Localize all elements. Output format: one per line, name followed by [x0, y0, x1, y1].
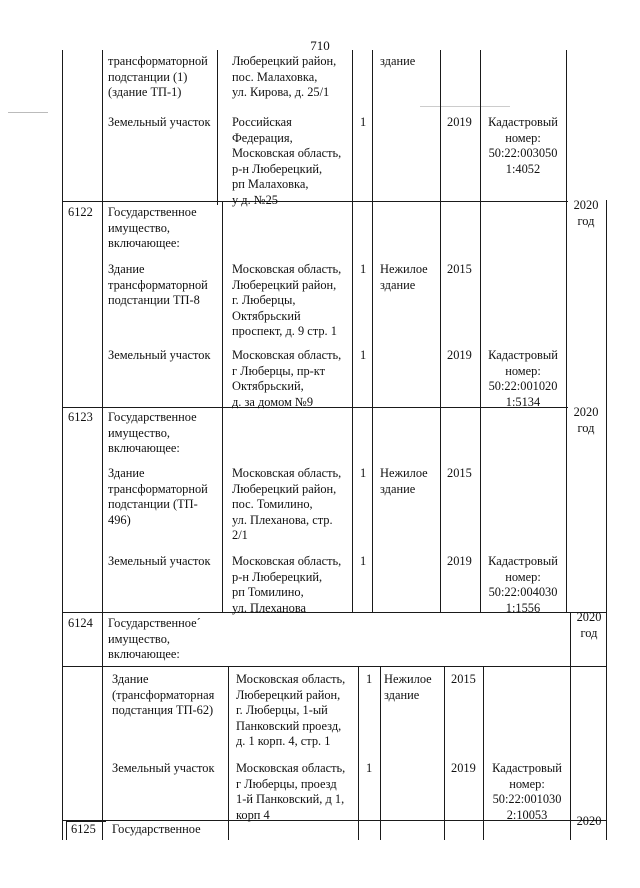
item-address: Российская Федерация, Московская область, р-н Люберецкий, рп Малаховка, у д. №25 — [232, 115, 342, 207]
item-address: Московская область, Люберецкий район, пос. Томилино, ул. Плеханова, стр. 2/1 — [232, 466, 342, 543]
item-note: Кадастровый номер: 50:22:003050 1:4052 — [488, 115, 558, 176]
item-name: Земельный участок — [108, 115, 211, 129]
scan-mark — [420, 106, 510, 107]
col-border — [358, 666, 359, 840]
row-divider — [62, 666, 606, 667]
col-border — [566, 50, 567, 612]
item-address: Московская область, Люберецкий район, г. Люберцы, Октябрьский проспект, д. 9 стр. 1 — [232, 262, 342, 339]
col-border — [570, 612, 571, 840]
item-year: 2019 — [447, 115, 472, 129]
item-type: Нежилое здание — [384, 672, 432, 702]
scan-mark — [8, 112, 48, 113]
col-border — [444, 666, 445, 840]
section-title: Государственное´ имущество, включающее: — [108, 616, 201, 662]
item-name: Здание (трансформаторная подстанция ТП-62) — [112, 672, 215, 718]
item-qty: 1 — [360, 348, 367, 362]
number-box-side — [66, 821, 67, 840]
item-name: Земельный участок — [112, 761, 215, 775]
col-border — [217, 50, 218, 205]
item-year: 2015 — [447, 466, 472, 480]
item-address: Люберецкий район, пос. Малаховка, ул. Кирова, д. 25/1 — [232, 54, 337, 100]
item-address: Московская область, г Люберцы, пр-кт Октябрьский, д. за домом №9 — [232, 348, 342, 409]
section-number: 6123 — [68, 410, 93, 424]
item-qty: 1 — [360, 262, 367, 276]
item-year: 2019 — [447, 348, 472, 362]
item-year: 2015 — [451, 672, 476, 686]
col-border — [222, 201, 223, 612]
col-border — [440, 50, 441, 612]
item-note: Кадастровый номер: 50:22:004030 1:1556 — [488, 554, 558, 615]
col-border — [380, 666, 381, 840]
item-qty: 1 — [360, 115, 367, 129]
item-address: Московская область, г Люберцы, проезд 1-й Панковский, д 1, корп 4 — [236, 761, 346, 822]
item-address: Московская область, р-н Люберецкий, рп Томилино, ул. Плеханова — [232, 554, 342, 615]
section-number: 6125 — [71, 822, 96, 836]
col-border — [62, 50, 63, 840]
item-year: 2019 — [451, 761, 476, 775]
section-year: 2020 год — [576, 610, 602, 640]
item-type: Нежилое здание — [380, 262, 428, 292]
item-type: здание — [380, 54, 416, 68]
col-border — [102, 50, 103, 840]
col-border — [352, 50, 353, 612]
section-number: 6124 — [68, 616, 93, 630]
item-qty: 1 — [366, 761, 373, 775]
item-type: Нежилое здание — [380, 466, 428, 496]
item-qty: 1 — [360, 466, 367, 480]
item-address: Московская область, Люберецкий район, г. Люберцы, 1-ый Панковский проезд, д. 1 корп. 4, стр. 1 — [236, 672, 346, 749]
section-year: 2020 — [576, 814, 602, 828]
item-note: Кадастровый номер: 50:22:001030 2:10053 — [492, 761, 562, 822]
col-border — [606, 200, 607, 840]
col-border — [372, 50, 373, 612]
item-qty: 1 — [360, 554, 367, 568]
item-name: Здание трансформаторной подстанции (ТП- 496) — [108, 466, 208, 527]
section-title: Государственное имущество, включающее: — [108, 205, 197, 251]
section-title: Государственное — [112, 822, 201, 836]
item-year: 2019 — [447, 554, 472, 568]
section-year: 2020 год — [573, 405, 599, 435]
col-border — [228, 666, 229, 840]
item-note: Кадастровый номер: 50:22:001020 1:5134 — [488, 348, 558, 409]
page-number: 710 — [310, 38, 330, 53]
section-number: 6122 — [68, 205, 93, 219]
item-name: трансформаторной подстанции (1) (здание ТП-1) — [108, 54, 208, 100]
section-title: Государственное имущество, включающее: — [108, 410, 197, 456]
item-name: Здание трансформаторной подстанции ТП-8 — [108, 262, 208, 308]
item-qty: 1 — [366, 672, 373, 686]
item-name: Земельный участок — [108, 348, 211, 362]
section-year: 2020 год — [573, 198, 599, 228]
item-year: 2015 — [447, 262, 472, 276]
item-name: Земельный участок — [108, 554, 211, 568]
